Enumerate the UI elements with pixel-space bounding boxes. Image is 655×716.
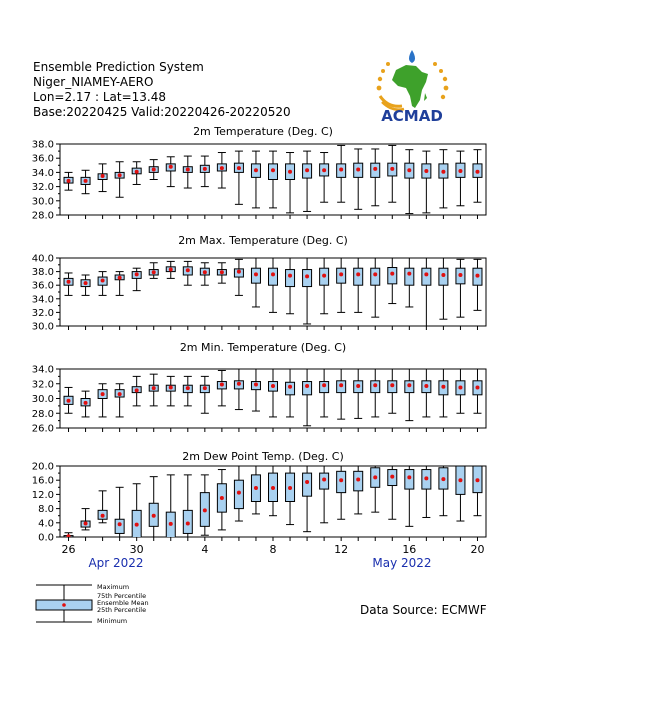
header-dates: Base:20220425 Valid:20220426-20220520: [33, 105, 291, 119]
mean-dot: [390, 167, 394, 171]
boxes: [64, 145, 482, 213]
y-tick-label: 36.0: [31, 153, 54, 165]
mean-dot: [135, 272, 139, 276]
mean-dot: [441, 170, 445, 174]
mean-dot: [475, 478, 479, 482]
y-tick-label: 32.0: [31, 307, 54, 319]
mean-dot: [220, 496, 224, 500]
mean-dot: [237, 166, 241, 170]
mean-dot: [84, 401, 88, 405]
iqr-box: [115, 519, 124, 533]
mean-dot: [305, 384, 309, 388]
mean-dot: [220, 382, 224, 386]
mean-dot: [424, 476, 428, 480]
y-tick-label: 40.0: [31, 253, 54, 265]
mean-dot: [118, 276, 122, 280]
mean-dot: [441, 273, 445, 277]
mean-dot: [186, 268, 190, 272]
x-tick-label: 12: [334, 543, 349, 556]
mean-dot: [271, 384, 275, 388]
mean-dot: [407, 272, 411, 276]
mean-dot: [254, 168, 258, 172]
mean-dot: [169, 268, 173, 272]
mean-dot: [254, 382, 258, 386]
iqr-box: [303, 382, 312, 395]
boxes: [64, 464, 482, 542]
y-tick-label: 8.0: [38, 504, 54, 516]
x-tick-label: 16: [402, 543, 417, 556]
mean-dot: [390, 475, 394, 479]
mean-dot: [424, 384, 428, 388]
month-label-apr: Apr 2022: [88, 556, 144, 570]
mean-dot: [237, 270, 241, 274]
mean-dot: [118, 392, 122, 396]
mean-dot: [356, 384, 360, 388]
mean-dot: [390, 272, 394, 276]
month-label-may: May 2022: [372, 556, 432, 570]
x-tick-label: 20: [470, 543, 485, 556]
mean-dot: [254, 272, 258, 276]
mean-dot: [135, 170, 139, 174]
mean-dot: [322, 168, 326, 172]
y-tick-label: 26.0: [31, 423, 54, 435]
mean-dot: [475, 274, 479, 278]
y-tick-label: 28.0: [31, 408, 54, 420]
mean-dot: [254, 486, 258, 490]
mean-dot: [152, 270, 156, 274]
mean-dot: [475, 385, 479, 389]
mean-dot: [458, 478, 462, 482]
mean-dot: [220, 166, 224, 170]
mean-dot: [339, 168, 343, 172]
mean-dot: [322, 383, 326, 387]
mean-dot: [271, 486, 275, 490]
mean-dot: [135, 523, 139, 527]
x-tick-label: 4: [201, 543, 209, 556]
data-source: Data Source: ECMWF: [360, 603, 487, 617]
mean-dot: [373, 167, 377, 171]
mean-dot: [339, 383, 343, 387]
y-tick-label: 28.0: [31, 210, 54, 222]
mean-dot: [475, 170, 479, 174]
mean-dot: [373, 272, 377, 276]
mean-dot: [271, 272, 275, 276]
x-tick-label: 30: [129, 543, 144, 556]
mean-dot: [458, 273, 462, 277]
mean-dot: [220, 270, 224, 274]
y-tick-label: 34.0: [31, 167, 54, 179]
mean-dot: [186, 168, 190, 172]
legend-label-mean: Ensemble Mean: [97, 599, 149, 607]
mean-dot: [458, 169, 462, 173]
mean-dot: [67, 280, 71, 284]
panel-2: [32, 234, 486, 333]
mean-dot: [203, 386, 207, 390]
iqr-box: [405, 268, 414, 285]
mean-dot: [186, 386, 190, 390]
y-tick-label: 38.0: [31, 267, 54, 279]
iqr-box: [286, 270, 295, 287]
panel-title: 2m Min. Temperature (Deg. C): [179, 341, 347, 354]
legend-label-p25: 25th Percentile: [97, 606, 147, 614]
mean-dot: [237, 382, 241, 386]
y-tick-label: 16.0: [31, 475, 54, 487]
mean-dot: [288, 385, 292, 389]
mean-dot: [203, 508, 207, 512]
mean-dot: [339, 272, 343, 276]
x-tick-label: 8: [269, 543, 277, 556]
mean-dot: [322, 274, 326, 278]
acmad-logo-text: ACMAD: [381, 107, 443, 124]
mean-dot: [203, 167, 207, 171]
mean-dot: [152, 168, 156, 172]
mean-dot: [186, 522, 190, 526]
y-tick-label: 4.0: [38, 518, 54, 530]
mean-dot: [169, 522, 173, 526]
mean-dot: [101, 514, 105, 518]
mean-dot: [203, 270, 207, 274]
mean-dot: [373, 475, 377, 479]
legend: [36, 583, 149, 625]
y-tick-label: 20.0: [31, 461, 54, 473]
mean-dot: [373, 383, 377, 387]
mean-dot: [288, 486, 292, 490]
mean-dot: [356, 477, 360, 481]
panel-title: 2m Dew Point Temp. (Deg. C): [182, 450, 344, 463]
mean-dot: [237, 491, 241, 495]
mean-dot: [84, 281, 88, 285]
boxes: [64, 362, 482, 426]
legend-label-minimum: Minimum: [97, 617, 128, 625]
mean-dot: [288, 274, 292, 278]
mean-dot: [101, 392, 105, 396]
mean-dot: [305, 168, 309, 172]
y-tick-label: 30.0: [31, 196, 54, 208]
y-tick-label: 36.0: [31, 280, 54, 292]
mean-dot: [322, 477, 326, 481]
iqr-box: [422, 268, 431, 285]
boxes: [64, 256, 482, 326]
y-tick-label: 38.0: [31, 139, 54, 151]
legend-mean-dot: [62, 603, 66, 607]
panel-4: [32, 450, 486, 544]
mean-dot: [305, 480, 309, 484]
y-tick-label: 30.0: [31, 394, 54, 405]
mean-dot: [407, 475, 411, 479]
mean-dot: [169, 165, 173, 169]
iqr-box: [303, 473, 312, 496]
y-tick-label: 34.0: [31, 294, 54, 306]
mean-dot: [407, 383, 411, 387]
y-tick-label: 0.0: [38, 532, 54, 544]
mean-dot: [101, 278, 105, 282]
x-tick-label: 26: [61, 543, 76, 556]
y-tick-label: 12.0: [31, 489, 54, 501]
mean-dot: [339, 478, 343, 482]
panel-title: 2m Temperature (Deg. C): [193, 125, 333, 138]
iqr-box: [269, 268, 278, 285]
header-station: Niger_NIAMEY-AERO: [33, 75, 154, 89]
mean-dot: [441, 477, 445, 481]
header-coordinates: Lon=2.17 : Lat=13.48: [33, 90, 167, 104]
mean-dot: [152, 514, 156, 518]
mean-dot: [407, 168, 411, 172]
mean-dot: [288, 170, 292, 174]
iqr-box: [166, 512, 175, 540]
legend-label-p75: 75th Percentile: [97, 592, 147, 600]
mean-dot: [271, 168, 275, 172]
panel-3: [32, 341, 486, 435]
mean-dot: [118, 522, 122, 526]
header-title: Ensemble Prediction System: [33, 60, 204, 74]
iqr-box: [388, 268, 397, 284]
mean-dot: [424, 272, 428, 276]
mean-dot: [118, 173, 122, 177]
mean-dot: [441, 385, 445, 389]
mean-dot: [152, 386, 156, 390]
mean-dot: [390, 383, 394, 387]
panel-1: [32, 125, 486, 222]
mean-dot: [305, 274, 309, 278]
mean-dot: [67, 399, 71, 403]
mean-dot: [84, 522, 88, 526]
panel-title: 2m Max. Temperature (Deg. C): [178, 234, 348, 247]
iqr-box: [354, 268, 363, 285]
y-tick-label: 32.0: [31, 379, 54, 391]
mean-dot: [356, 272, 360, 276]
iqr-box: [371, 268, 380, 285]
mean-dot: [135, 388, 139, 392]
y-tick-label: 30.0: [31, 321, 54, 333]
legend-label-maximum: Maximum: [97, 583, 130, 591]
mean-dot: [458, 385, 462, 389]
mean-dot: [84, 179, 88, 183]
mean-dot: [356, 168, 360, 172]
y-tick-label: 34.0: [31, 364, 54, 376]
mean-dot: [101, 174, 105, 178]
mean-dot: [424, 169, 428, 173]
mean-dot: [169, 385, 173, 389]
mean-dot: [67, 179, 71, 183]
y-tick-label: 32.0: [31, 182, 54, 194]
